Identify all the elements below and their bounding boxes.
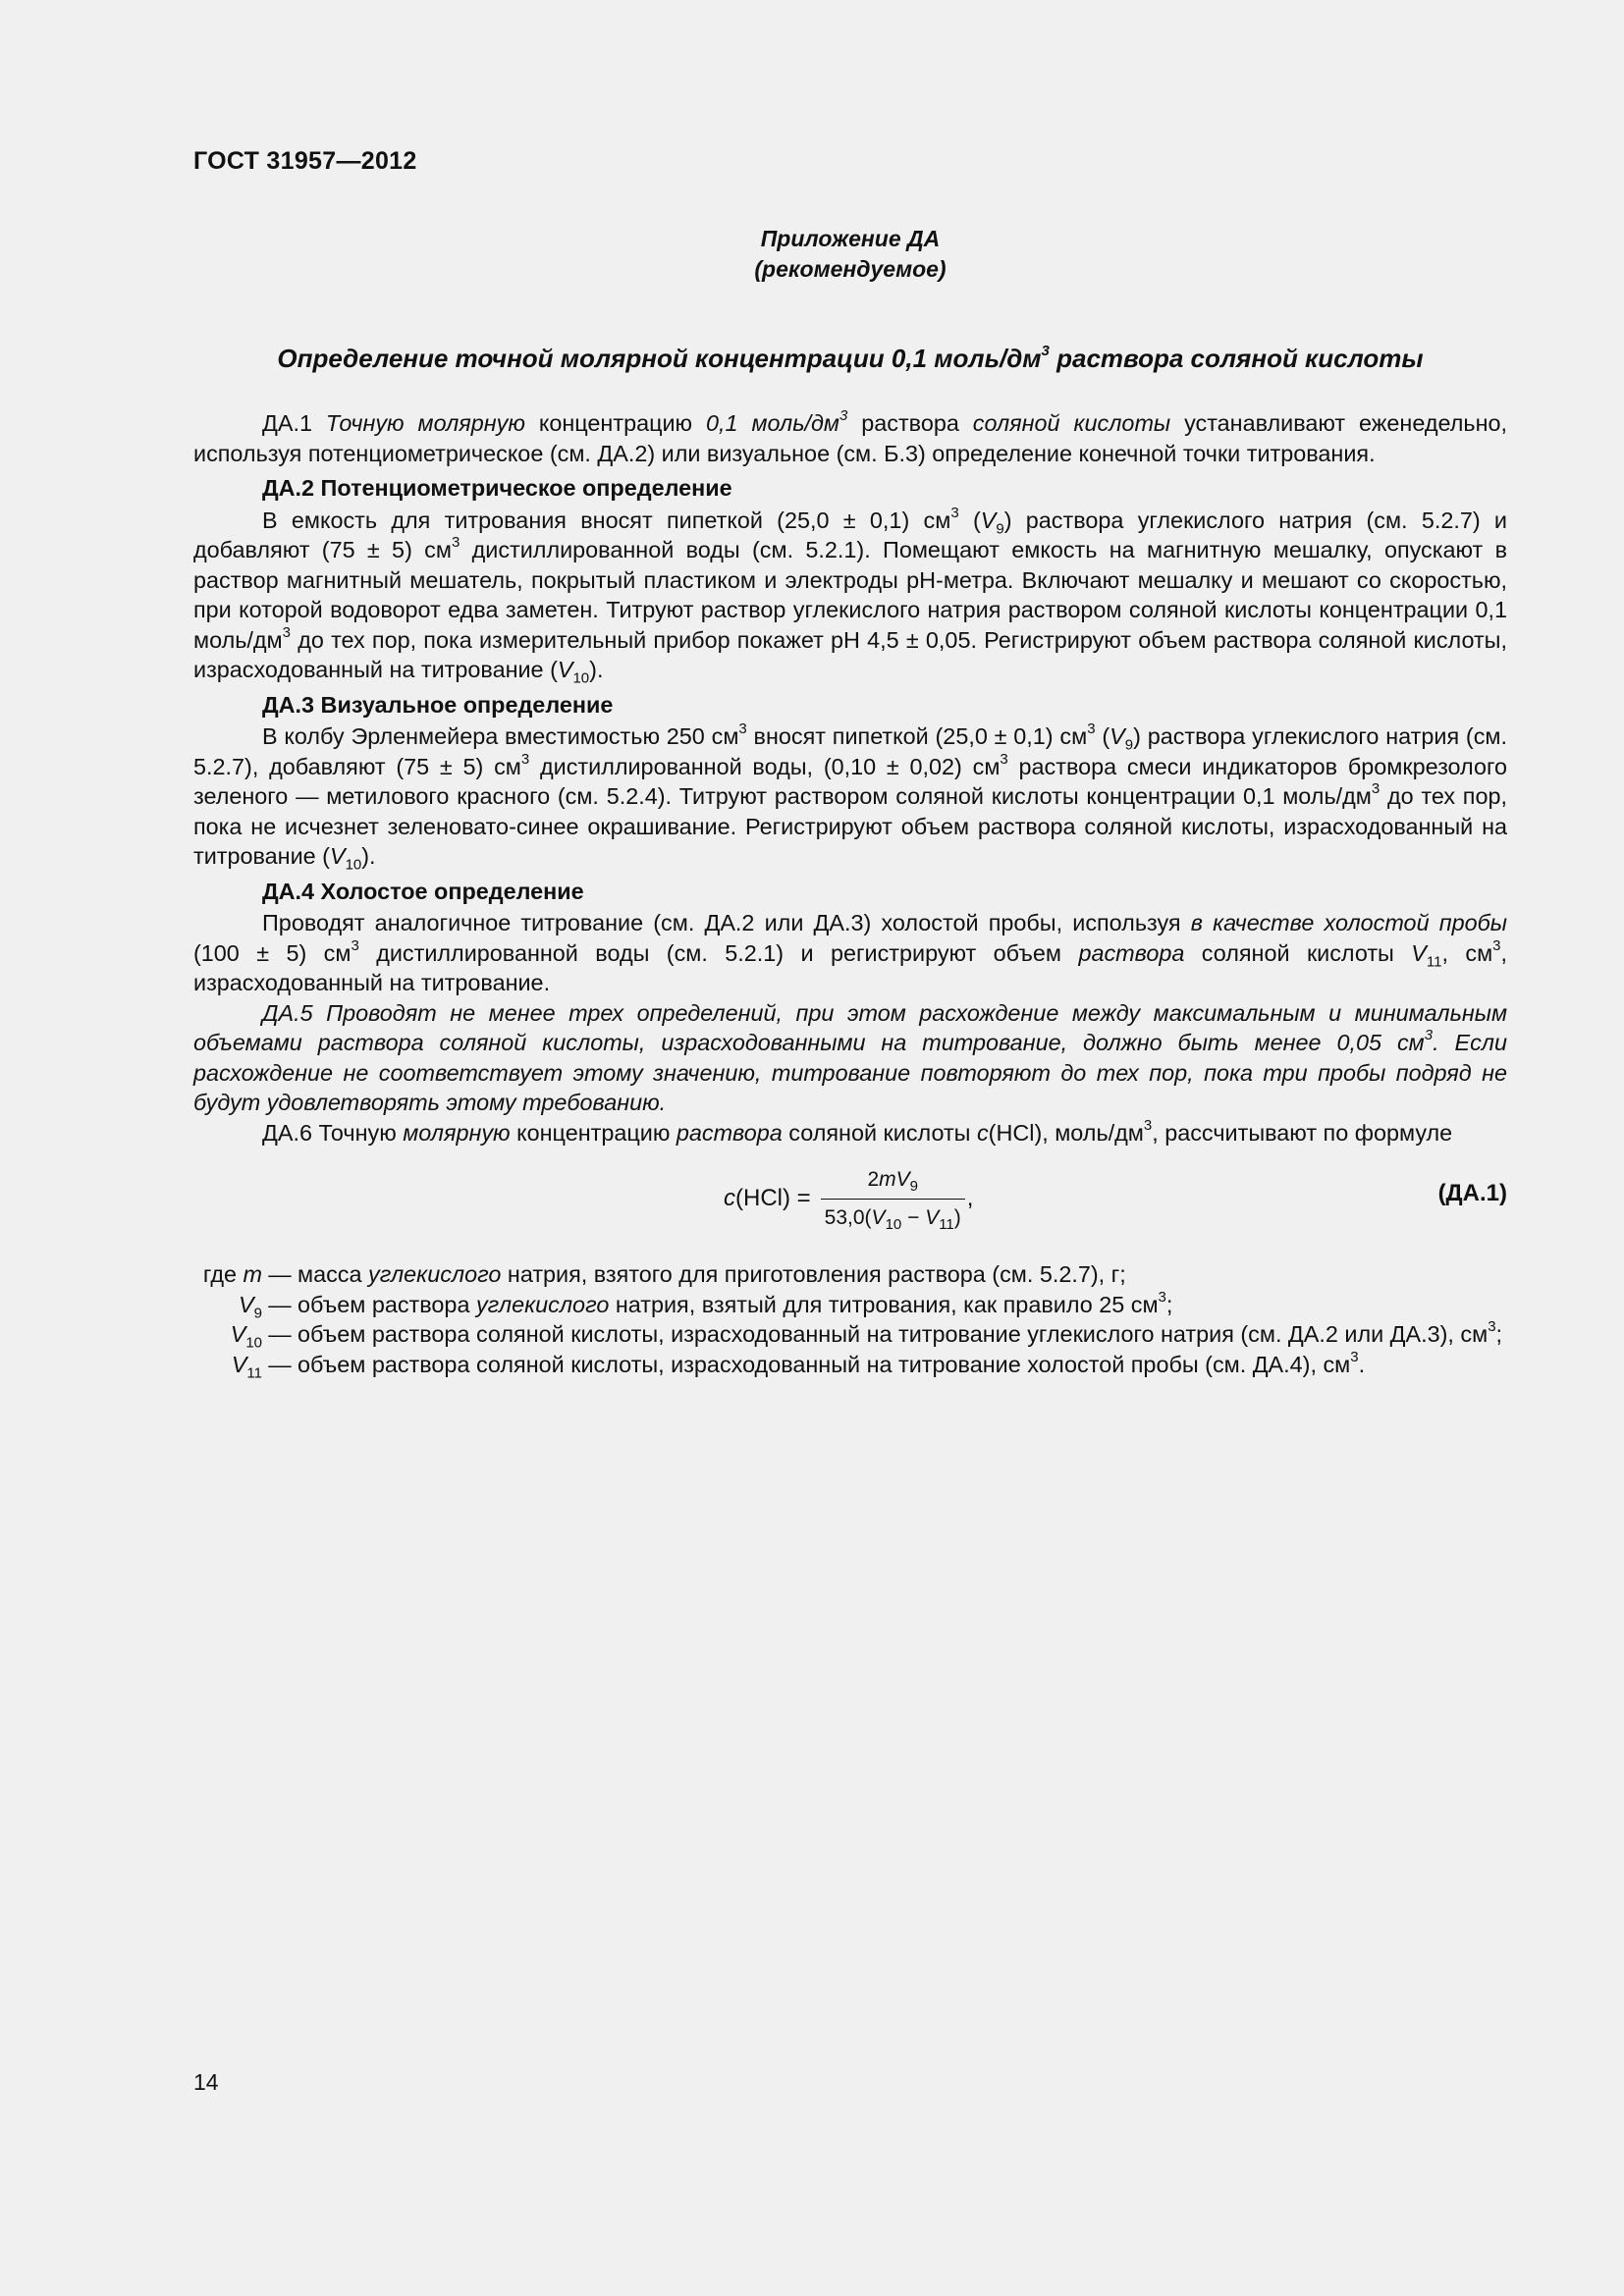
formula-lhs: c(HCl) = xyxy=(724,1185,811,1212)
definitions-list xyxy=(193,1259,1507,1382)
section-title: Определение точной молярной концентрации 0,1 моль/$дм^3$ раствора соляной кислоты xyxy=(277,343,1424,373)
formula-body xyxy=(724,1165,973,1233)
definitions-intro: где xyxy=(202,1261,237,1287)
paragraph-da6: ДА.6 Точную молярную концентрацию раствора соляной кислоты c(HCl), моль/$дм^3$, рассчитывают по формуле xyxy=(262,1116,1453,1146)
paragraph-da2: В емкость для титрования вносят пипеткой (25,0 ± 0,1) $см^3$ $(V_9)$ раствора углекислого натрия (см. 5.2.7) и добавляют (75 ± 5) $см^3$ дистиллированной воды (см. 5.2.1). Помещают емкость на магнитную мешалку, опускают в раствор магнитный мешатель, покрытый пластиком и электроды pH-метра. Включают мешалку и мешают со скоростью, при которой водоворот едва заметен. Титруют раствор углекислого натрия раствором соляной кислоты концентрации 0,1 моль/$дм^3$ до тех пор, пока измерительный прибор покажет pH 4,5 ± 0,05. Регистрируют объем раствора соляной кислоты, израсходованный на титрование $(V_{10})$. xyxy=(193,504,1507,687)
paragraph-da5: ДА.5 Проводят не менее трех определений, при этом расхождение между максимальным и минимальным объемами раствора соляной кислоты, израсходованными на титрование, должно быть менее 0,05 $см^3$. Если расхождение не соответствует этому значению, титрование повторяют до тех пор, пока три пробы подряд не будут удовлетворять этому требованию. xyxy=(193,999,1507,1115)
paragraph-da4: Проводят аналогичное титрование (см. ДА.2 или ДА.3) холостой пробы, используя в качестве холостой пробы (100 ± 5) $см^3$ дистиллированной воды (см. 5.2.1) и регистрируют объем раствора соляной кислоты $V_{11}$, $см^3$, израсходованный на титрование. xyxy=(193,910,1508,995)
page-number: 14 xyxy=(193,2069,219,2095)
formula-da1 xyxy=(193,1155,1507,1242)
formula-denominator: $53,0(V_{10} - V_{11})$ xyxy=(821,1199,965,1234)
paragraph-da1: ДА.1 Точную молярную концентрацию 0,1 моль/$дм^3$ раствора соляной кислоты устанавливают еженедельно, используя потенциометрическое (см. ДА.2) или визуальное (см. Б.3) определение конечной точки титрования. xyxy=(193,407,1507,466)
definition-item: где m — масса углекислого натрия, взятого для приготовления раствора (см. 5.2.7), г; xyxy=(202,1261,1126,1287)
definition-item: $V_{10}$ — объем раствора соляной кислоты, израсходованный на титрование углекислого натрия (см. ДА.2 или ДА.3), $см^3$; xyxy=(230,1318,1503,1352)
document-body xyxy=(193,407,1508,1382)
formula-comma: , xyxy=(966,1185,974,1212)
annex-heading xyxy=(193,224,1507,285)
annex-title: Приложение ДА xyxy=(760,226,941,251)
formula-number: (ДА.1) xyxy=(1437,1180,1507,1206)
heading-da4: ДА.4 Холостое определение xyxy=(262,878,584,904)
paragraph-da3: В колбу Эрленмейера вместимостью 250 $см^3$ вносят пипеткой (25,0 ± 0,1) $см^3$ $(V_9)$ раствора углекислого натрия (см. 5.2.7), добавляют (75 ± 5) $см^3$ дистиллированной воды, (0,10 ± 0,02) $см^3$ раствора смеси индикаторов бромкрезолого зеленого — метилового красного (см. 5.2.4). Титруют раствором соляной кислоты концентрации 0,1 моль/$дм^3$ до тех пор, пока не исчезнет зеленовато-синее окрашивание. Регистрируют объем раствора соляной кислоты, израсходованный на титрование $(V_{10})$. xyxy=(193,721,1507,874)
definition-item: $V_{11}$ — объем раствора соляной кислоты, израсходованный на титрование холостой пробы (см. ДА.4), $см^3$. xyxy=(231,1348,1366,1382)
formula-fraction xyxy=(821,1165,965,1233)
definition-item: $V_9$ — объем раствора углекислого натрия, взятый для титрования, как правило 25 $см^3$; xyxy=(239,1288,1173,1322)
heading-da3: ДА.3 Визуальное определение xyxy=(262,691,614,718)
formula-numerator: $2mV_9$ xyxy=(867,1168,918,1196)
document-code: ГОСТ 31957—2012 xyxy=(193,147,417,175)
annex-kind: (рекомендуемое) xyxy=(754,256,947,282)
heading-da2: ДА.2 Потенциометрическое определение xyxy=(262,475,732,501)
